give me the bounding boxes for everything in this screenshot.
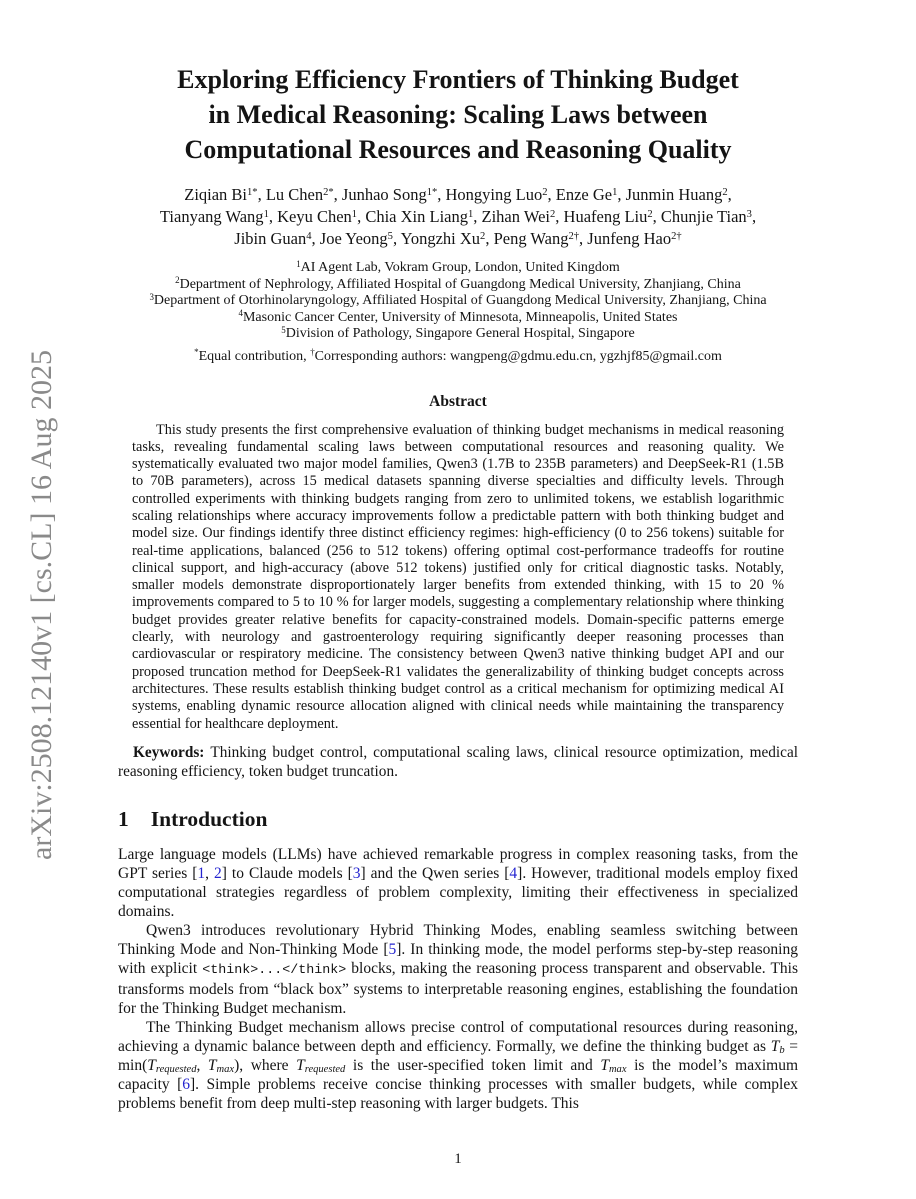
math-variable: $T_{max}$	[600, 1056, 627, 1076]
superscript-marker: 1	[263, 209, 269, 221]
author-line-2: Tianyang Wang$^1$, Keyu Chen$^1$, Chia Xin Liang$^1$, Zihan Wei$^2$, Huafeng Liu$^2$, Chunjie Tian$^3$,	[159, 207, 757, 226]
superscript-marker: †	[310, 347, 315, 358]
intro-paragraph-1: Large language models (LLMs) have achieved remarkable progress in complex reasoning tasks, from the GPT series [1, 2] to Claude models [3] and the Qwen series [4]. However, traditional models employ fixed computational strategies regardless of problem complexity, limiting their effectiveness in specialized domains.	[118, 845, 798, 920]
citation-link[interactable]: 3	[352, 864, 361, 882]
citation-link[interactable]: 2	[214, 864, 222, 882]
paper-content	[118, 0, 798, 1113]
math-variable: $T_{requested}$	[296, 1056, 346, 1076]
abstract-text: This study presents the first comprehensive evaluation of thinking budget mechanisms in medical reasoning tasks, revealing fundamental scaling laws between computational resources and reasoning quality. We systematically evaluated two major model families, Qwen3 (1.7B to 235B parameters) and DeepSeek-R1 (1.5B to 70B parameters), across 15 medical datasets spanning diverse specialties and difficulty levels. Through controlled experiments with thinking budgets ranging from zero to unlimited tokens, we establish logarithmic scaling relationships where accuracy improvements follow a predictable pattern with both thinking budget and model size. Our findings identify three distinct efficiency regimes: high-efficiency (0 to 256 tokens) suitable for real-time applications, balanced (256 to 512 tokens) offering optimal cost-performance tradeoffs for routine clinical support, and high-accuracy (above 512 tokens) justified only for critical diagnostic tasks. Notably, smaller models demonstrate disproportionately larger benefits from extended thinking, with 15 to 20 % improvements compared to 5 to 10 % for larger models, suggesting a complementary relationship where thinking budget provides greater relative benefits for capacity-constrained models. Domain-specific patterns emerge clearly, with neurology and gastroenterology requiring significantly deeper reasoning processes than cardiovascular or respiratory medicine. The consistency between Qwen3 native thinking budget API and our proposed truncation method for DeepSeek-R1 validates the generalizability of thinking budget concepts across architectures. These results establish thinking budget control as a critical mechanism for optimizing medical AI systems, enabling dynamic resource allocation aligned with clinical needs while maintaining the transparency essential for healthcare deployment.	[132, 421, 784, 732]
superscript-marker: 2†	[671, 231, 682, 243]
superscript-marker: 1	[612, 187, 618, 199]
title-line-1: Exploring Efficiency Frontiers of Thinking Budget	[177, 65, 739, 94]
author-line-1: Ziqian $Bi^{1*}$, Lu Chen$^{2*}$, Junhao Song$^{1*}$, Hongying Luo$^2$, Enze Ge$^1$, Junmin Huang$^2$,	[184, 185, 732, 204]
affiliation-3: $^3$Department of Otorhinolaryngology, Affiliated Hospital of Guangdong Medical University, Zhanjiang, China	[149, 291, 767, 308]
superscript-marker: 2	[647, 209, 653, 221]
paper-title	[118, 62, 798, 167]
superscript-marker: 2	[550, 209, 556, 221]
page-number: 1	[454, 1151, 462, 1167]
superscript-marker: 2†	[568, 231, 580, 243]
superscript-marker: 1	[296, 258, 301, 269]
section-title: Introduction	[150, 806, 268, 831]
superscript-marker: 4	[306, 231, 312, 243]
superscript-marker: 4	[238, 308, 243, 319]
affiliation-4: $^4$Masonic Cancer Center, University of Minnesota, Minneapolis, United States	[238, 308, 678, 325]
contribution-note: *Equal contribution, †Corresponding authors: wangpeng@gdmu.edu.cn, ygzhjf85@gmail.com	[194, 347, 722, 364]
math-variable: $T_b$	[770, 1037, 785, 1057]
authors-block	[118, 184, 798, 250]
citation-link[interactable]: 5	[388, 940, 397, 958]
title-line-2: in Medical Reasoning: Scaling Laws between	[208, 100, 708, 129]
citation-link[interactable]: 4	[509, 864, 518, 882]
superscript-marker: 2	[480, 231, 486, 243]
bold-label: Keywords:	[133, 743, 211, 761]
superscript-marker: 3	[746, 209, 752, 221]
title-line-3: Computational Resources and Reasoning Quality	[184, 135, 732, 164]
affiliations-block	[118, 260, 798, 343]
intro-paragraph-3: The Thinking Budget mechanism allows precise control of computational resources during reasoning, achieving a dynamic balance between depth and efficiency. Formally, we define the thinking budget as $T_b = \min(T_{requested}$, $T_{max}$), where $T_{requested}$ is the user-specified token limit and $T_{max}$ is the model’s maximum capacity [6]. Simple problems receive concise thinking processes with smaller budgets, while complex problems benefit from deep multi-step reasoning with larger budgets. This	[118, 1018, 798, 1112]
superscript-marker: 5	[281, 324, 286, 335]
citation-link[interactable]: 6	[182, 1075, 190, 1093]
superscript-marker: 3	[149, 291, 154, 302]
superscript-marker: 2	[542, 187, 548, 199]
superscript-marker: 1	[467, 209, 474, 221]
math-variable: $T_{requested}$	[147, 1056, 197, 1076]
section-number: 1	[118, 806, 129, 831]
intro-paragraph-2: Qwen3 introduces revolutionary Hybrid Thinking Modes, enabling seamless switching between Thinking Mode and Non-Thinking Mode [5]. In thinking mode, the model performs step-by-step reasoning with explicit <think>...</think> blocks, making the reasoning process transparent and observable. This transforms models from “black box” systems to interpretable reasoning engines, establishing the foundation for the Thinking Budget mechanism.	[118, 921, 798, 1017]
arxiv-stamp: arXiv:2508.12140v1 [cs.CL] 16 Aug 2025	[25, 350, 58, 860]
inline-code: <think>...</think>	[202, 962, 347, 978]
math-variable: $T_{max}$	[207, 1056, 235, 1076]
superscript-marker: 2	[722, 187, 728, 199]
superscript-marker: 2*	[323, 187, 334, 199]
affiliation-5: $^5$Division of Pathology, Singapore General Hospital, Singapore	[281, 324, 635, 341]
superscript-marker: 1*	[426, 187, 438, 199]
affiliation-2: $^2$Department of Nephrology, Affiliated Hospital of Guangdong Medical University, Zhanjiang, China	[175, 275, 741, 292]
affiliation-1: $^1$AI Agent Lab, Vokram Group, London, United Kingdom	[296, 258, 620, 275]
author-line-3: Jibin Guan$^4$, Joe Yeong$^5$, Yongzhi Xu$^2$, Peng Wang$^{2\dagger}$, Junfeng Hao$^{2\dagger}$	[234, 229, 682, 248]
abstract-heading: Abstract	[429, 392, 487, 410]
superscript-marker: 2	[175, 275, 180, 286]
keywords-paragraph: Keywords: Thinking budget control, computational scaling laws, clinical resource optimization, medical reasoning efficiency, token budget truncation.	[118, 743, 798, 780]
superscript-marker: 1	[351, 209, 358, 221]
citation-link[interactable]: 1	[197, 864, 206, 882]
superscript-marker: 1*	[247, 187, 258, 199]
superscript-marker: 5	[387, 231, 393, 243]
superscript-marker: *	[194, 347, 199, 358]
section-heading-introduction	[118, 807, 798, 832]
